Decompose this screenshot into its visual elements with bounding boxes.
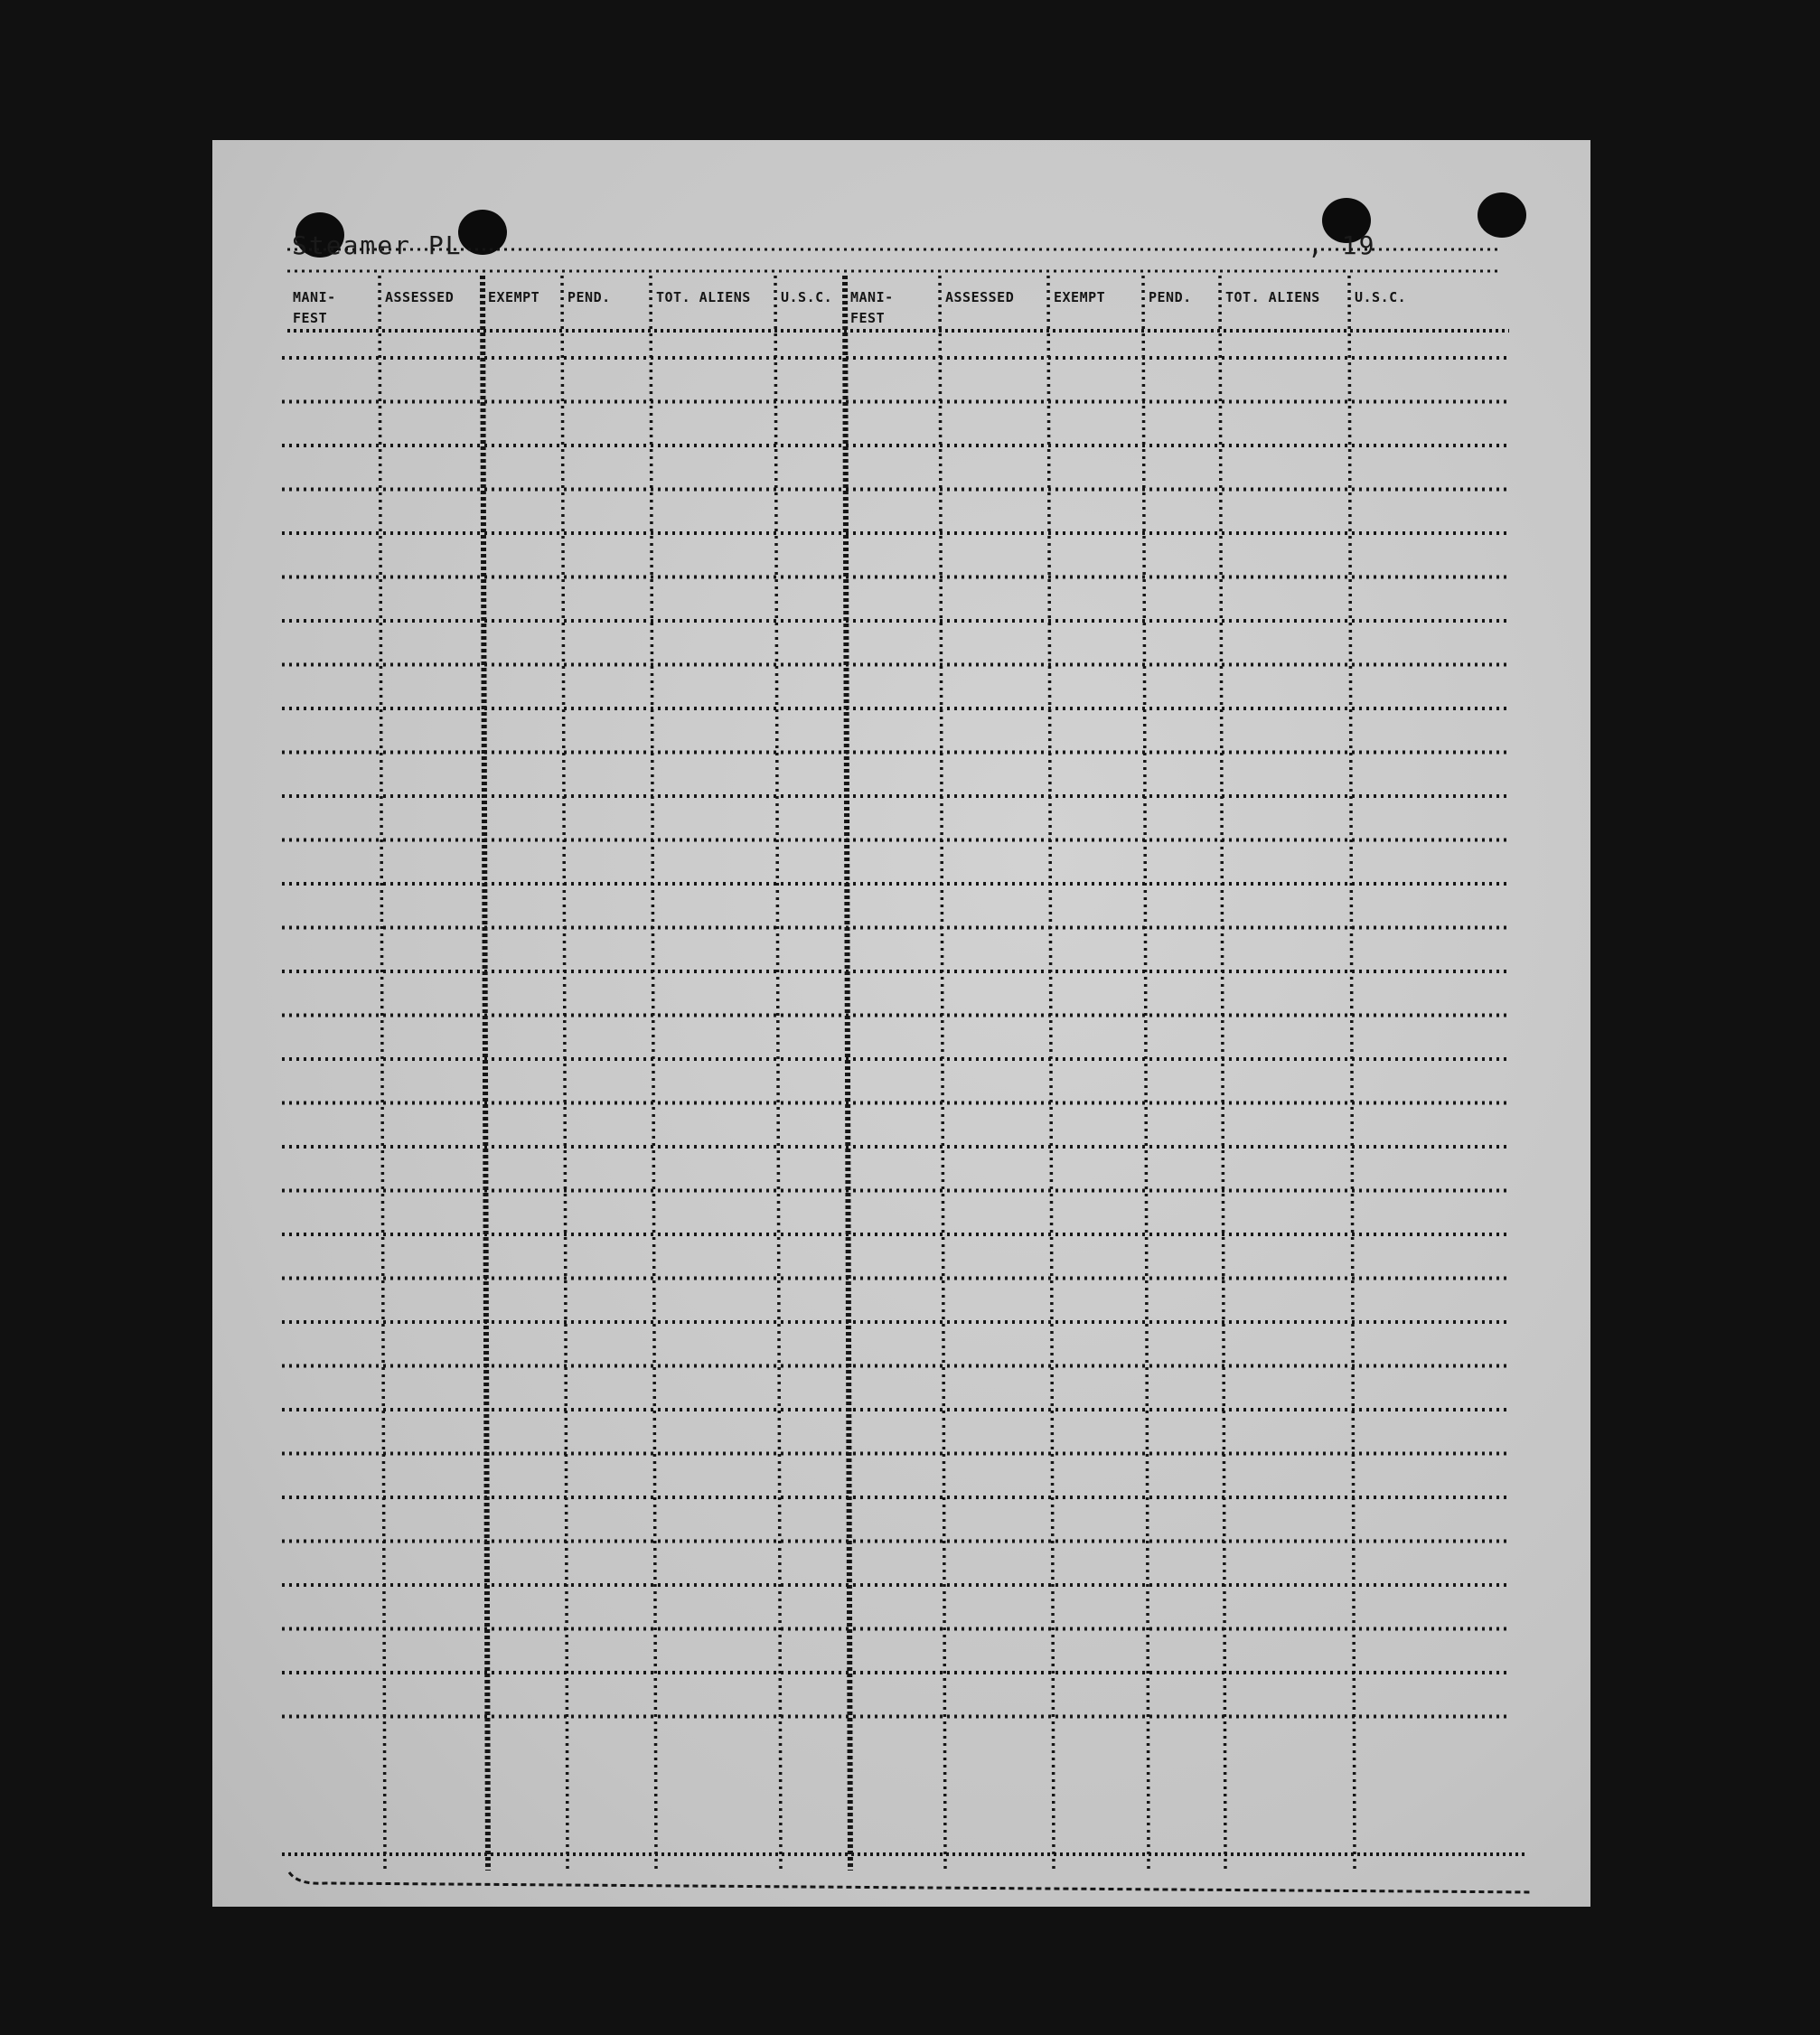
column-divider <box>1048 276 1054 1871</box>
column-heading-line1: MANI- <box>293 289 336 305</box>
column-heading-line1: EXEMPT <box>1054 289 1106 305</box>
column-heading-line1: U.S.C. <box>1355 289 1407 305</box>
column-heading-line1: ASSESSED <box>385 289 455 305</box>
column-heading-line1: PEND. <box>1149 289 1192 305</box>
column-divider <box>651 276 656 1871</box>
steamer-label: Steamer PL <box>292 230 463 260</box>
column-divider <box>380 276 385 1871</box>
column-divider <box>1349 276 1355 1871</box>
column-heading-line2: FEST <box>293 310 328 326</box>
column-divider <box>1220 276 1225 1871</box>
column-heading-line1: TOT. ALIENS <box>1225 289 1320 305</box>
column-divider <box>775 276 781 1871</box>
column-divider <box>845 276 850 1871</box>
column-heading-line1: U.S.C. <box>781 289 833 305</box>
column-heading-line1: MANI- <box>850 289 894 305</box>
bottom-border-line <box>289 1872 1532 1892</box>
column-heading-line2: FEST <box>850 310 886 326</box>
column-heading-line1: TOT. ALIENS <box>656 289 751 305</box>
column-divider <box>562 276 568 1871</box>
column-heading-line1: PEND. <box>568 289 611 305</box>
year-prefix: , 19 <box>1308 230 1376 260</box>
column-divider <box>1143 276 1149 1871</box>
column-heading-line1: ASSESSED <box>945 289 1015 305</box>
column-divider <box>940 276 945 1871</box>
column-divider <box>483 276 488 1871</box>
column-heading-line1: EXEMPT <box>488 289 540 305</box>
